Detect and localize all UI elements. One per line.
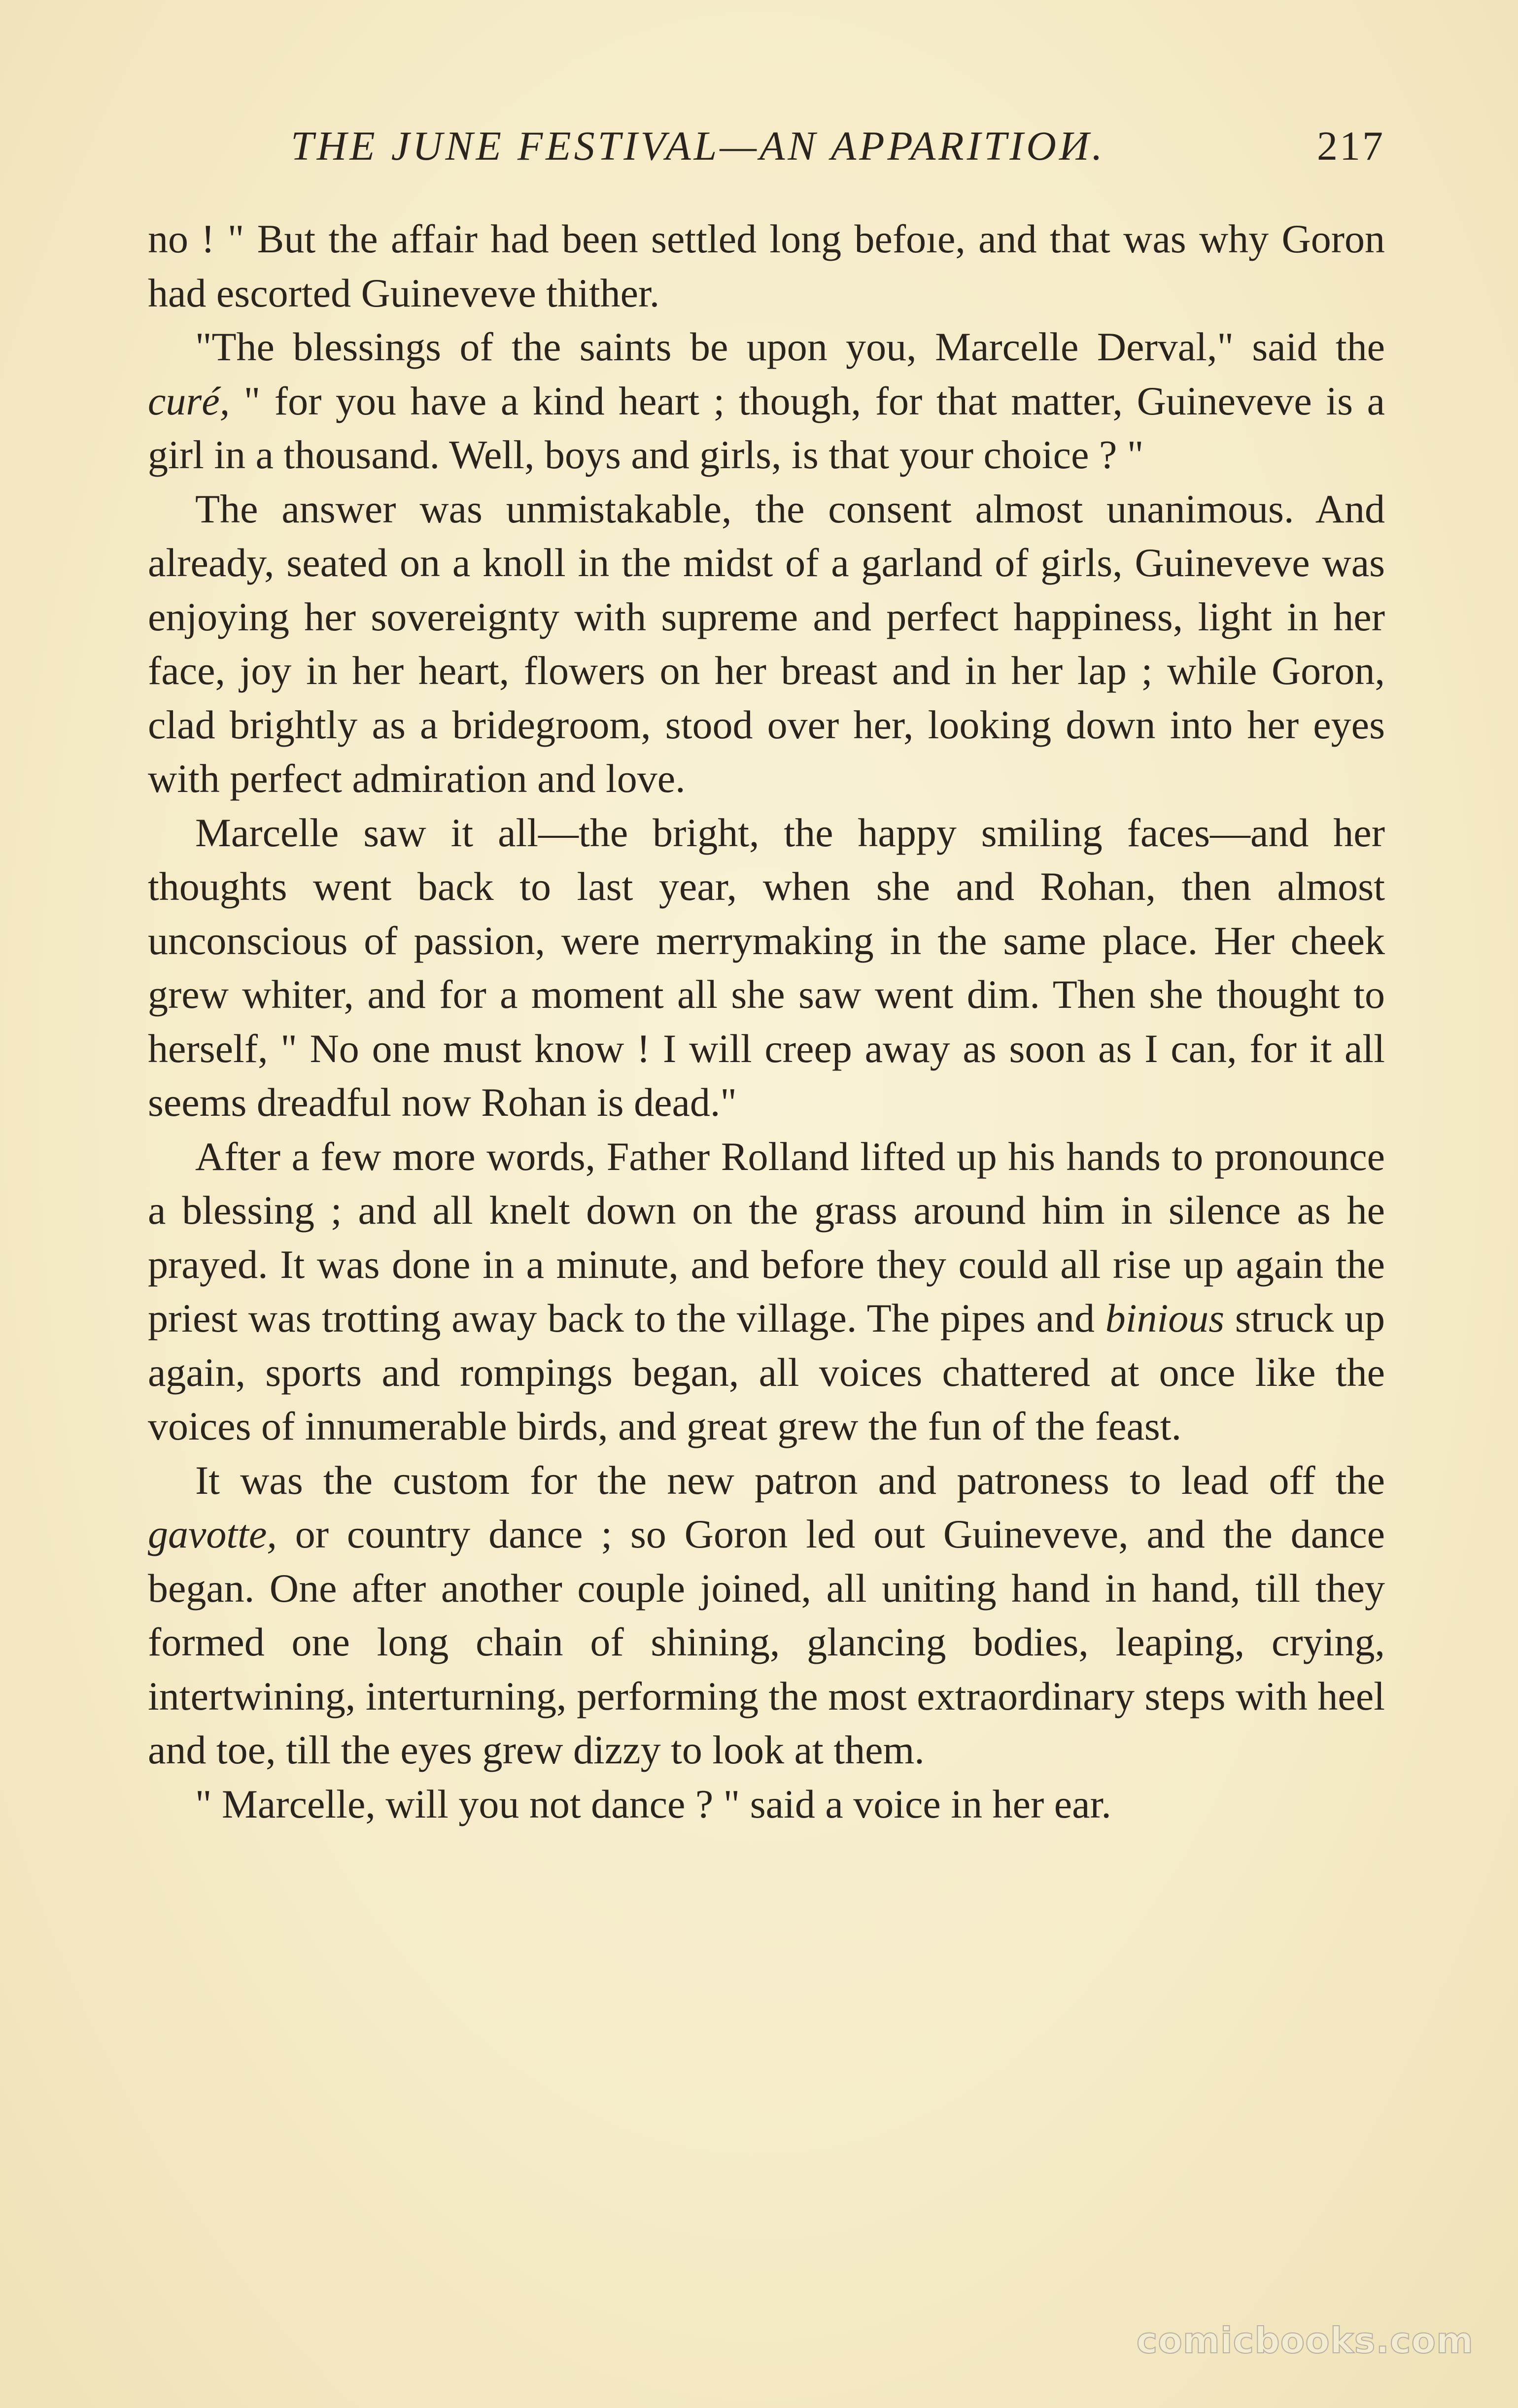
paragraph-5: After a few more words, Father Rolland lifted up his hands to pronounce a blessing ; and all knelt down on the grass around him in silence as he prayed. It was done in a minute, and before they could all rise up again the priest was trotting away back to the village. The pipes and binious struck up again, sports and rompings began, all voices chattered at once like the voices of innumerable birds, and great grew the fun of the feast. [148,1134,1385,1448]
italic-word: curé, [148,378,230,423]
running-head: THE JUNE FESTIVAL—AN APPARITIOИ. [291,123,1105,169]
paragraph-3: The answer was unmistakable, the consent almost unanimous. And already, seated on a knoll in the midst of a garland of girls, Guineveve was enjoying her sovereignty with supreme and perfect happiness, light in her face, joy in her heart, flowers on her breast and in her lap ; while Goron, clad brightly as a bridegroom, stood over her, looking down into her eyes with perfect admiration and love. [148,486,1385,801]
page-number: 217 [1317,123,1385,169]
italic-word: gavotte, [148,1512,277,1556]
italic-word: binious [1105,1296,1225,1341]
paragraph-7: " Marcelle, will you not dance ? " said a voice in her ear. [195,1781,1111,1826]
watermark: comicbooks.com [1136,2320,1474,2361]
body-text [148,212,1385,1831]
paragraph-6: It was the custom for the new patron and patroness to lead off the gavotte, or country dance ; so Goron led out Guineveve, and the dance began. One after another couple joined, all uniting hand in hand, till they formed one long chain of shining, glancing bodies, leaping, crying, intertwining, interturning, performing the most extraordinary steps with heel and toe, till the eyes grew dizzy to look at them. [148,1457,1385,1772]
paragraph-1: no ! " But the affair had been settled long befoıe, and that was why Goron had escorted Guineveve thither. [148,216,1385,315]
paragraph-4: Marcelle saw it all—the bright, the happy smiling faces—and her thoughts went back to last year, when she and Rohan, then almost unconscious of passion, were merrymaking in the same place. Her cheek grew whiter, and for a moment all she saw went dim. Then she thought to herself, " No one must know ! I will creep away as soon as I can, for it all seems dreadful now Rohan is dead." [148,810,1385,1125]
paragraph-2: "The blessings of the saints be upon you, Marcelle Derval," said the curé, " for you have a kind heart ; though, for that matter, Guineveve is a girl in a thousand. Well, boys and girls, is that your choice ? " [148,324,1385,477]
page-header [148,122,1385,176]
